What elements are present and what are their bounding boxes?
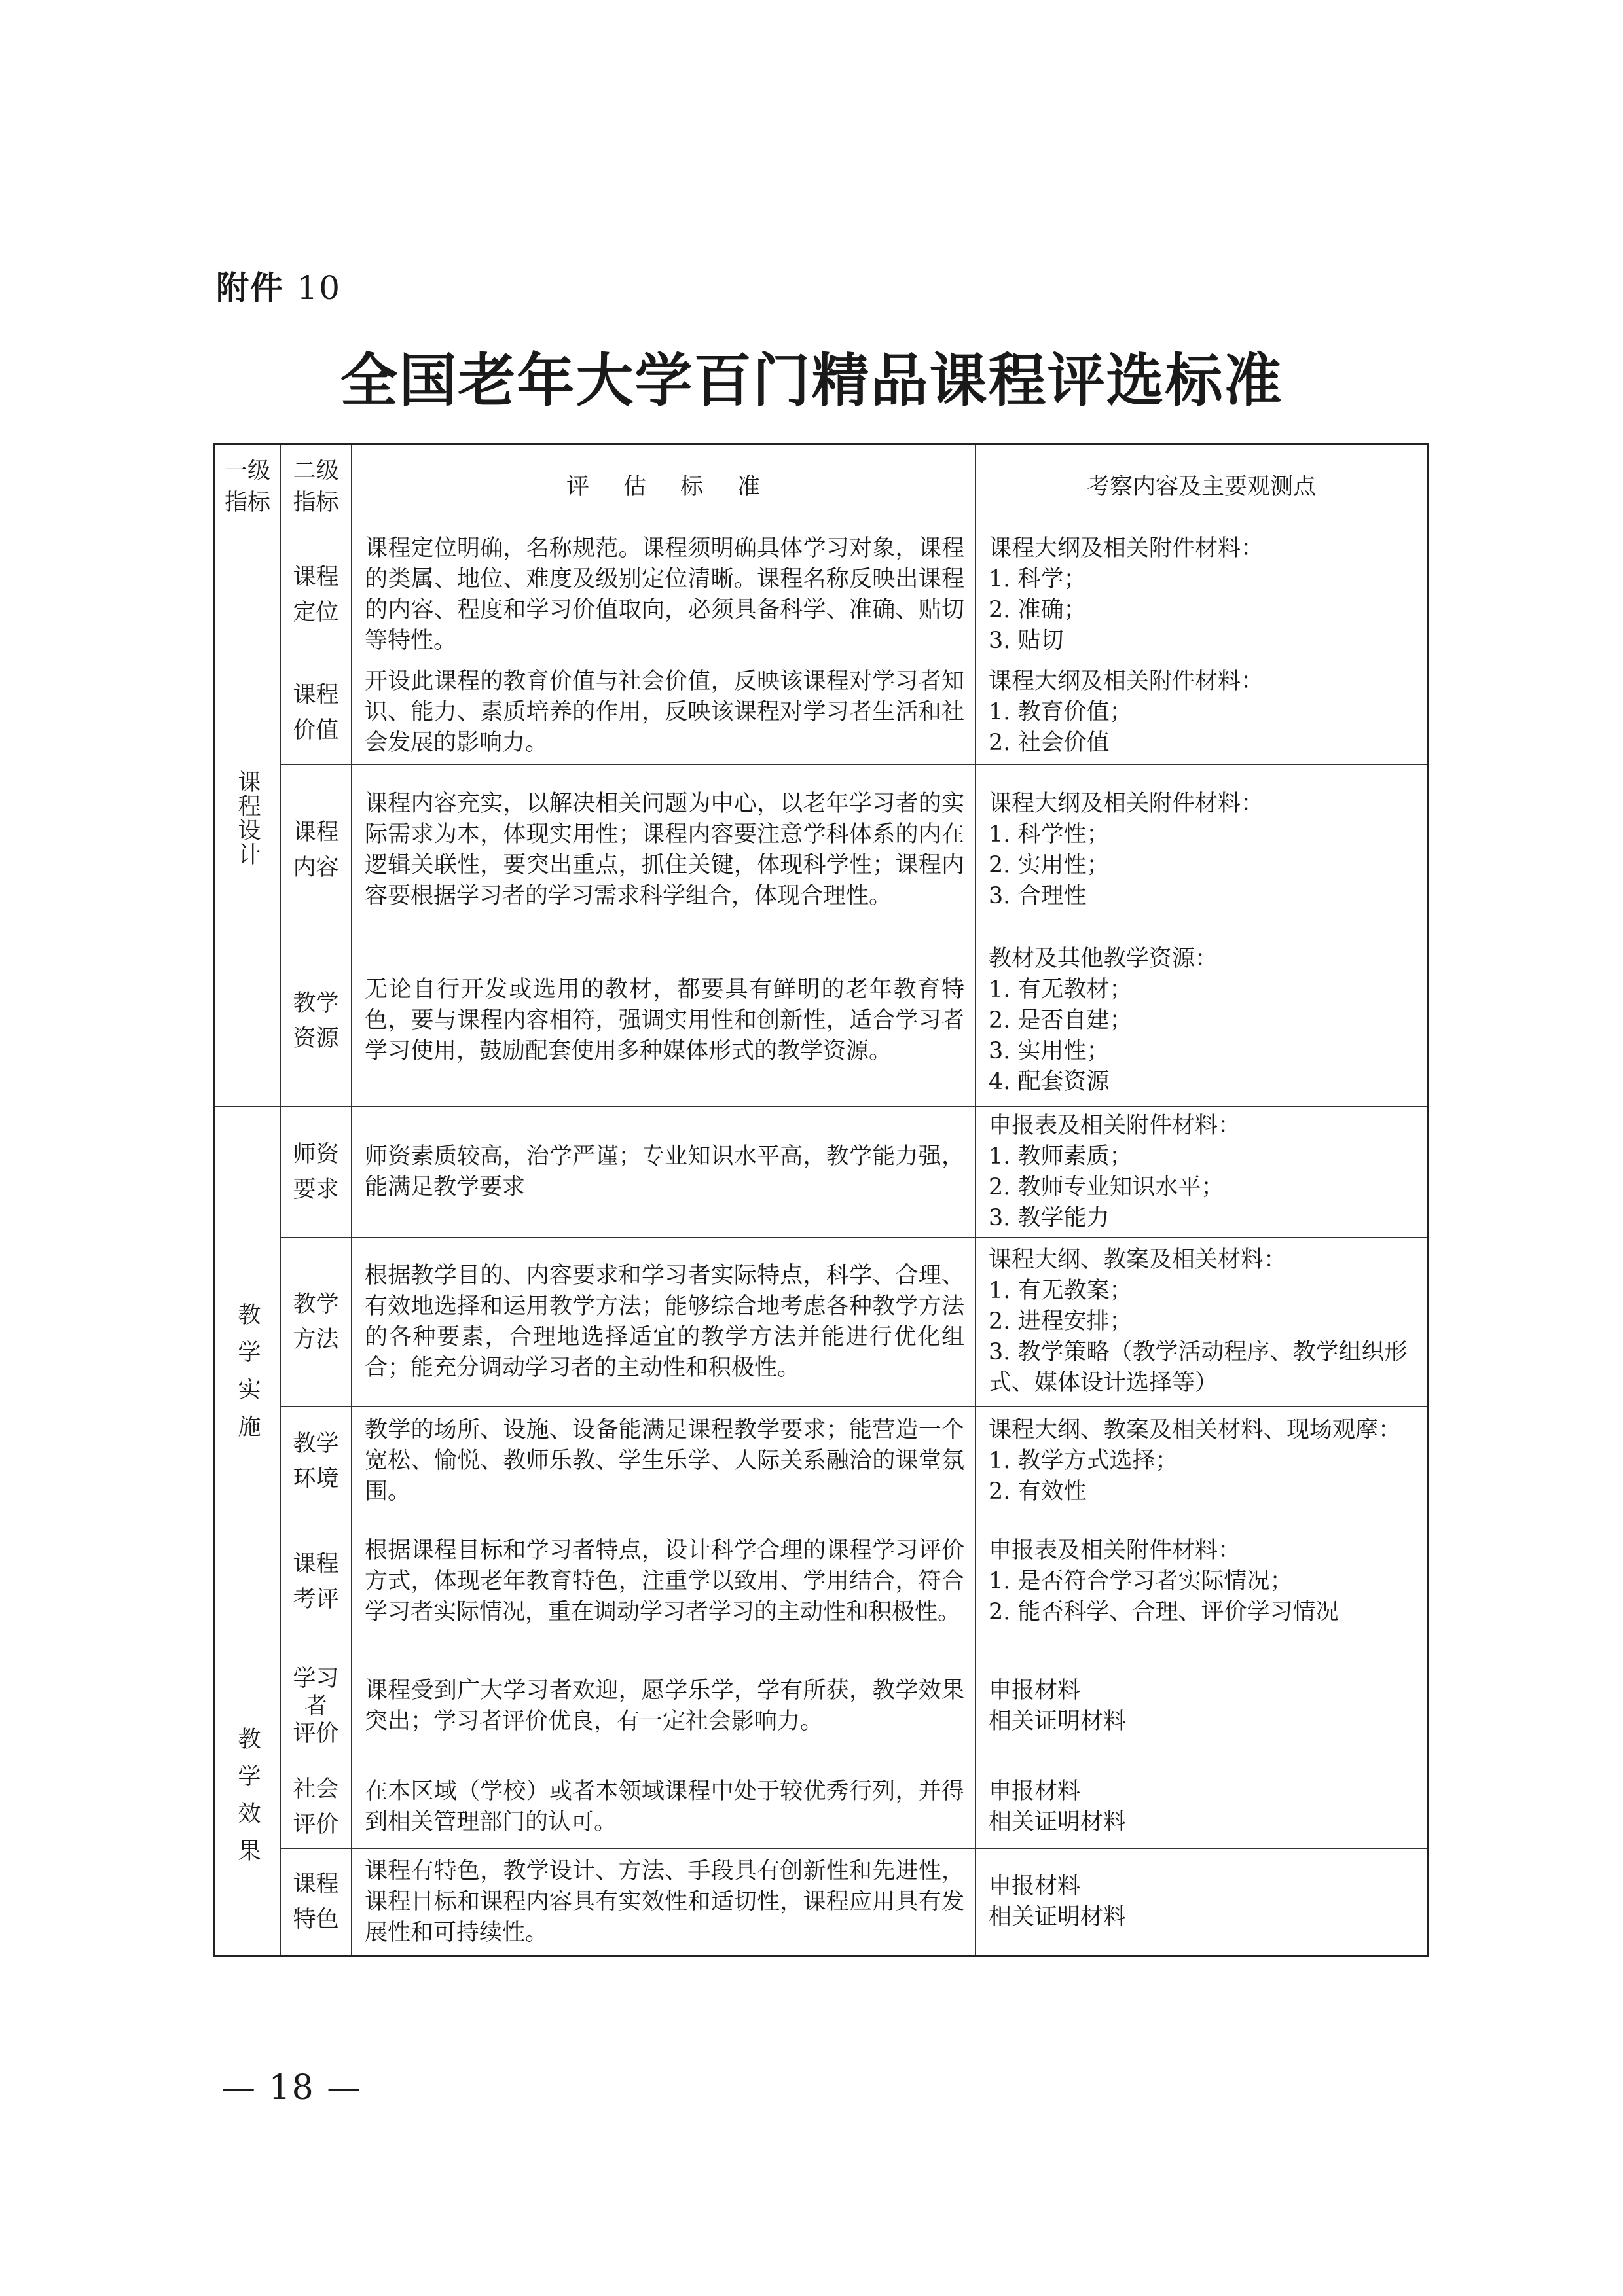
- level2-cell: [281, 660, 352, 765]
- level2-label-line: 者: [304, 1693, 327, 1719]
- observation-cell: [976, 1647, 1429, 1765]
- observation-cell: [976, 1765, 1429, 1849]
- observation-item: 课程大纲、教案及相关材料：: [989, 1247, 1287, 1273]
- observation-cell: [976, 765, 1429, 935]
- table-row: [214, 1765, 1429, 1849]
- header-criteria: 评估标准: [352, 444, 976, 529]
- observation-item: 2. 准确；: [989, 596, 1087, 623]
- observation-item: 1. 有无教材；: [989, 977, 1133, 1003]
- observation-item: 1. 教学方式选择；: [989, 1448, 1178, 1474]
- level2-label-line: 考评: [293, 1586, 339, 1613]
- observation-item: 2. 教师专业知识水平；: [989, 1174, 1224, 1200]
- header-level1: [214, 444, 281, 529]
- criteria-cell: 课程定位明确，名称规范。课程须明确具体学习对象，课程的类属、地位、难度及级别定位清晰。课程名称反映出课程的内容、程度和学习价值取向，必须具备科学、准确、贴切等特性。: [352, 529, 976, 660]
- level2-cell: [281, 1407, 352, 1516]
- observation-item: 课程大纲、教案及相关材料、现场观摩：: [989, 1417, 1402, 1443]
- table-row: [214, 1849, 1429, 1956]
- observation-item: 相关证明材料: [989, 1904, 1127, 1930]
- observation-cell: [976, 935, 1429, 1107]
- level2-label-line: 教学: [293, 990, 339, 1016]
- observation-item: 相关证明材料: [989, 1708, 1127, 1734]
- level2-label-line: 要求: [293, 1176, 339, 1203]
- observation-item: 申报表及相关附件材料：: [989, 1112, 1241, 1139]
- level2-label-line: 方法: [293, 1326, 339, 1353]
- level2-label-line: 教学: [293, 1430, 339, 1457]
- observation-item: 3. 实用性；: [989, 1038, 1110, 1064]
- level1-cell: [214, 529, 281, 1107]
- level2-label-line: 内容: [293, 854, 339, 881]
- page-number: — 18 —: [221, 2068, 363, 2108]
- observation-item: 3. 贴切: [989, 627, 1064, 654]
- observation-item: 1. 教育价值；: [989, 699, 1133, 725]
- level2-cell: [281, 935, 352, 1107]
- observation-item: 3. 教学策略（教学活动程序、教学组织形式、媒体设计选择等）: [989, 1339, 1408, 1396]
- table-row: [214, 1647, 1429, 1765]
- criteria-cell: 根据教学目的、内容要求和学习者实际特点，科学、合理、有效地选择和运用教学方法；能够综合地考虑各种教学方法的各种要素，合理地选择适宜的教学方法并能进行优化组合；能充分调动学习者的主动性和积极性。: [352, 1238, 976, 1407]
- table-row: [214, 1407, 1429, 1516]
- table-row: [214, 765, 1429, 935]
- table-row: [214, 1238, 1429, 1407]
- header-level1-line2: 指标: [224, 490, 270, 516]
- observation-item: 1. 科学；: [989, 565, 1087, 592]
- level2-label-line: 特色: [293, 1907, 339, 1933]
- level1-label: 教学实施: [234, 1302, 261, 1452]
- observation-item: 1. 科学性；: [989, 821, 1110, 848]
- observation-item: 4. 配套资源: [989, 1069, 1110, 1095]
- table-row: [214, 529, 1429, 660]
- observation-cell: [976, 1516, 1429, 1647]
- level2-label-line: 社会: [293, 1776, 339, 1803]
- evaluation-table: [213, 443, 1429, 1957]
- level2-label-line: 课程: [293, 1551, 339, 1577]
- level2-label-line: 课程: [293, 819, 339, 846]
- observation-item: 相关证明材料: [989, 1808, 1127, 1835]
- header-level2-line2: 指标: [293, 490, 339, 516]
- observation-item: 课程大纲及相关附件材料：: [989, 535, 1264, 562]
- annex-number: 10: [297, 269, 342, 307]
- level1-label: 课程设计: [234, 769, 261, 867]
- level2-label-line: 学习: [293, 1665, 339, 1692]
- criteria-cell: 无论自行开发或选用的教材，都要具有鲜明的老年教育特色，要与课程内容相符，强调实用性和创新性，适合学习者学习使用，鼓励配套使用多种媒体形式的教学资源。: [352, 935, 976, 1107]
- observation-item: 1. 是否符合学习者实际情况；: [989, 1568, 1293, 1594]
- observation-item: 申报材料: [989, 1677, 1081, 1704]
- level2-label-line: 课程: [293, 564, 339, 590]
- level2-label-line: 评价: [293, 1720, 339, 1747]
- observation-item: 教材及其他教学资源：: [989, 946, 1218, 972]
- observation-cell: [976, 660, 1429, 765]
- table-row: [214, 660, 1429, 765]
- level2-label-line: 师资: [293, 1141, 339, 1168]
- level2-cell: [281, 1765, 352, 1849]
- observation-item: 课程大纲及相关附件材料：: [989, 668, 1264, 694]
- page-title: 全国老年大学百门精品课程评选标准: [340, 347, 1283, 414]
- level2-label-line: 定位: [293, 599, 339, 626]
- level1-label: 教学效果: [234, 1727, 261, 1876]
- observation-item: 申报材料: [989, 1873, 1081, 1899]
- observation-cell: [976, 1407, 1429, 1516]
- observation-cell: [976, 1849, 1429, 1956]
- criteria-cell: 根据课程目标和学习者特点，设计科学合理的课程学习评价方式，体现老年教育特色，注重学以致用、学用结合，符合学习者实际情况，重在调动学习者学习的主动性和积极性。: [352, 1516, 976, 1647]
- observation-cell: [976, 1107, 1429, 1238]
- criteria-cell: 师资素质较高，治学严谨；专业知识水平高，教学能力强，能满足教学要求: [352, 1107, 976, 1238]
- level1-cell: [214, 1107, 281, 1647]
- observation-item: 申报材料: [989, 1778, 1081, 1804]
- table-header-row: [214, 444, 1429, 529]
- observation-item: 3. 合理性: [989, 882, 1087, 909]
- header-level2: [281, 444, 352, 529]
- level2-label-line: 环境: [293, 1465, 339, 1492]
- level1-cell: [214, 1647, 281, 1956]
- level2-label-line: 评价: [293, 1811, 339, 1838]
- observation-item: 1. 有无教案；: [989, 1278, 1133, 1304]
- criteria-cell: 课程内容充实，以解决相关问题为中心，以老年学习者的实际需求为本，体现实用性；课程内容要注意学科体系的内在逻辑关联性，要突出重点，抓住关键，体现科学性；课程内容要根据学习者的学习需求科学组合，体现合理性。: [352, 765, 976, 935]
- level2-label-line: 价值: [293, 717, 339, 744]
- level2-label-line: 课程: [293, 1871, 339, 1897]
- level2-cell: [281, 1107, 352, 1238]
- observation-item: 2. 是否自建；: [989, 1007, 1133, 1033]
- observation-item: 课程大纲及相关附件材料：: [989, 790, 1264, 817]
- level2-label-line: 资源: [293, 1025, 339, 1052]
- level2-cell: [281, 1849, 352, 1956]
- level2-label-line: 教学: [293, 1291, 339, 1318]
- header-level1-line1: 一级: [224, 458, 270, 484]
- observation-item: 2. 实用性；: [989, 852, 1110, 878]
- level2-cell: [281, 765, 352, 935]
- observation-cell: [976, 529, 1429, 660]
- observation-cell: [976, 1238, 1429, 1407]
- header-observation: 考察内容及主要观测点: [976, 444, 1429, 529]
- observation-item: 2. 社会价值: [989, 730, 1110, 756]
- level2-cell: [281, 1238, 352, 1407]
- level2-label-line: 课程: [293, 681, 339, 708]
- observation-item: 2. 能否科学、合理、评价学习情况: [989, 1599, 1339, 1625]
- level2-cell: [281, 1647, 352, 1765]
- criteria-cell: 教学的场所、设施、设备能满足课程教学要求；能营造一个宽松、愉悦、教师乐教、学生乐学、人际关系融洽的课堂氛围。: [352, 1407, 976, 1516]
- table-body: [214, 529, 1429, 1956]
- table-row: [214, 935, 1429, 1107]
- annex-label: [216, 262, 341, 309]
- criteria-cell: 在本区域（学校）或者本领域课程中处于较优秀行列，并得到相关管理部门的认可。: [352, 1765, 976, 1849]
- observation-item: 申报表及相关附件材料：: [989, 1537, 1241, 1564]
- annex-text: 附件: [216, 269, 284, 307]
- observation-item: 1. 教师素质；: [989, 1143, 1133, 1170]
- level2-cell: [281, 529, 352, 660]
- table-row: [214, 1516, 1429, 1647]
- observation-item: 2. 进程安排；: [989, 1308, 1133, 1335]
- criteria-cell: 课程有特色，教学设计、方法、手段具有创新性和先进性，课程目标和课程内容具有实效性和适切性，课程应用具有发展性和可持续性。: [352, 1849, 976, 1956]
- criteria-cell: 课程受到广大学习者欢迎，愿学乐学，学有所获，教学效果突出；学习者评价优良，有一定社会影响力。: [352, 1647, 976, 1765]
- observation-item: 3. 教学能力: [989, 1204, 1110, 1231]
- level2-cell: [281, 1516, 352, 1647]
- table-row: [214, 1107, 1429, 1238]
- header-level2-line1: 二级: [293, 458, 339, 484]
- observation-item: 2. 有效性: [989, 1479, 1087, 1505]
- criteria-cell: 开设此课程的教育价值与社会价值，反映该课程对学习者知识、能力、素质培养的作用，反映该课程对学习者生活和社会发展的影响力。: [352, 660, 976, 765]
